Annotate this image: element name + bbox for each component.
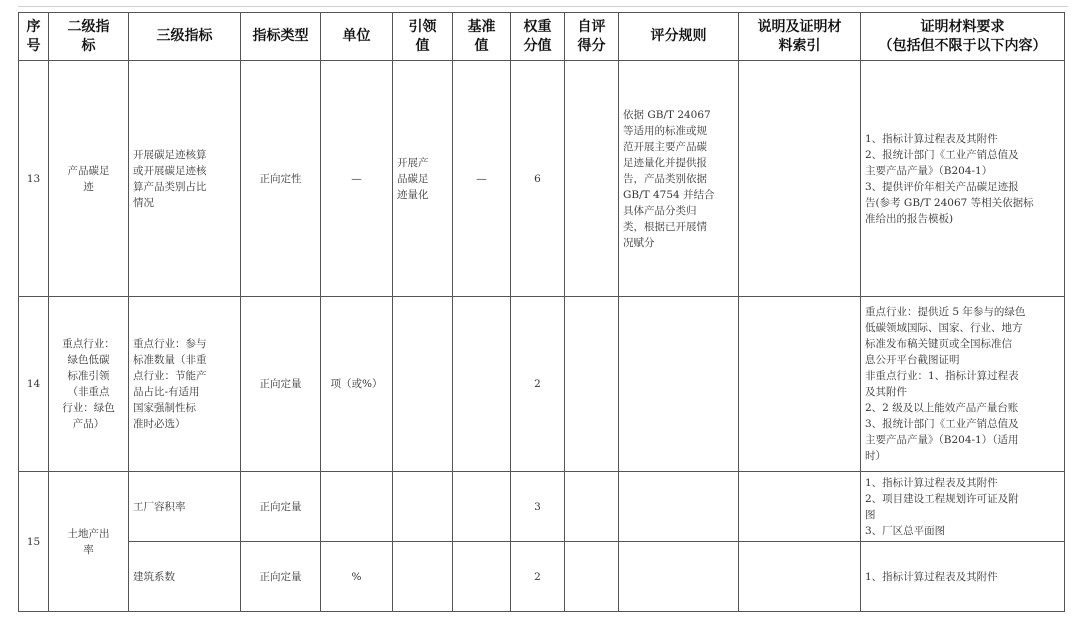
cell-req: 1、指标计算过程表及其附件 [861,542,1065,612]
cell-level3: 开展碳足迹核算 或开展碳足迹核 算产品类别占比 情况 [129,61,241,297]
table-row [19,297,1065,472]
cell-seq: 13 [19,61,49,297]
cell-base [453,297,511,472]
header-req: 证明材料要求 （包括但不限于以下内容） [861,13,1065,61]
cell-base: — [453,61,511,297]
cell-level2: 产品碳足 迹 [49,61,129,297]
cell-lead [393,542,453,612]
cell-self[interactable] [565,61,619,297]
cell-level3: 工厂容积率 [129,472,241,542]
header-unit: 单位 [321,13,393,61]
cell-index[interactable] [739,472,861,542]
cell-unit [321,472,393,542]
page-top-rule [18,6,1068,7]
cell-level3: 建筑系数 [129,542,241,612]
header-seq: 序 号 [19,13,49,61]
cell-weight: 6 [511,61,565,297]
table-row [19,542,1065,612]
table-row [19,472,1065,542]
cell-type: 正向定量 [241,542,321,612]
header-type: 指标类型 [241,13,321,61]
cell-lead [393,472,453,542]
cell-rule: 依据 GB/T 24067 等适用的标准或规 范开展主要产品碳 足迹量化并提供报 告，产品类别依据 GB/T 4754 并结合 具体产品分类归 类，根据已开展情 况赋分 [619,61,739,297]
cell-base [453,472,511,542]
cell-lead [393,297,453,472]
cell-type: 正向定性 [241,61,321,297]
cell-index[interactable] [739,297,861,472]
cell-rule [619,297,739,472]
cell-unit: — [321,61,393,297]
header-rule: 评分规则 [619,13,739,61]
cell-rule [619,542,739,612]
header-level2: 二级指 标 [49,13,129,61]
table-row [19,61,1065,297]
cell-lead: 开展产 品碳足 迹量化 [393,61,453,297]
cell-type: 正向定量 [241,297,321,472]
cell-unit: 项（或%） [321,297,393,472]
cell-index[interactable] [739,542,861,612]
cell-req: 重点行业：提供近 5 年参与的绿色 低碳领域国际、国家、行业、地方 标准发布稿关键页或全国标准信 息公开平台截图证明 非重点行业：1、指标计算过程表 及其附件 2、2 级及以上能效产品产量台账 3、报统计部门《工业产销总值及 主要产品产量》（B204-1）（适用 时） [861,297,1065,472]
header-self: 自评 得分 [565,13,619,61]
cell-self[interactable] [565,542,619,612]
header-index: 说明及证明材 料索引 [739,13,861,61]
cell-seq: 15 [19,472,49,612]
cell-level3: 重点行业：参与 标准数量（非重 点行业：节能产 品占比-有适用 国家强制性标 准时必选） [129,297,241,472]
cell-weight: 2 [511,542,565,612]
header-lead: 引领 值 [393,13,453,61]
table-header-row [19,13,1065,61]
cell-type: 正向定量 [241,472,321,542]
cell-weight: 3 [511,472,565,542]
cell-req: 1、指标计算过程表及其附件 2、项目建设工程规划许可证及附 图 3、厂区总平面图 [861,472,1065,542]
cell-unit: % [321,542,393,612]
cell-req: 1、指标计算过程表及其附件 2、报统计部门《工业产销总值及 主要产品产量》（B204-1） 3、提供评价年相关产品碳足迹报 告(参考 GB/T 24067 等相关依据标 准给出的报告模板) [861,61,1065,297]
header-weight: 权重 分值 [511,13,565,61]
cell-index[interactable] [739,61,861,297]
cell-base [453,542,511,612]
cell-seq: 14 [19,297,49,472]
header-base: 基准 值 [453,13,511,61]
indicator-table [18,12,1065,612]
cell-level2: 重点行业： 绿色低碳 标准引领 （非重点 行业：绿色 产品） [49,297,129,472]
cell-weight: 2 [511,297,565,472]
cell-self[interactable] [565,297,619,472]
cell-level2: 土地产出 率 [49,472,129,612]
cell-self[interactable] [565,472,619,542]
cell-rule [619,472,739,542]
header-level3: 三级指标 [129,13,241,61]
